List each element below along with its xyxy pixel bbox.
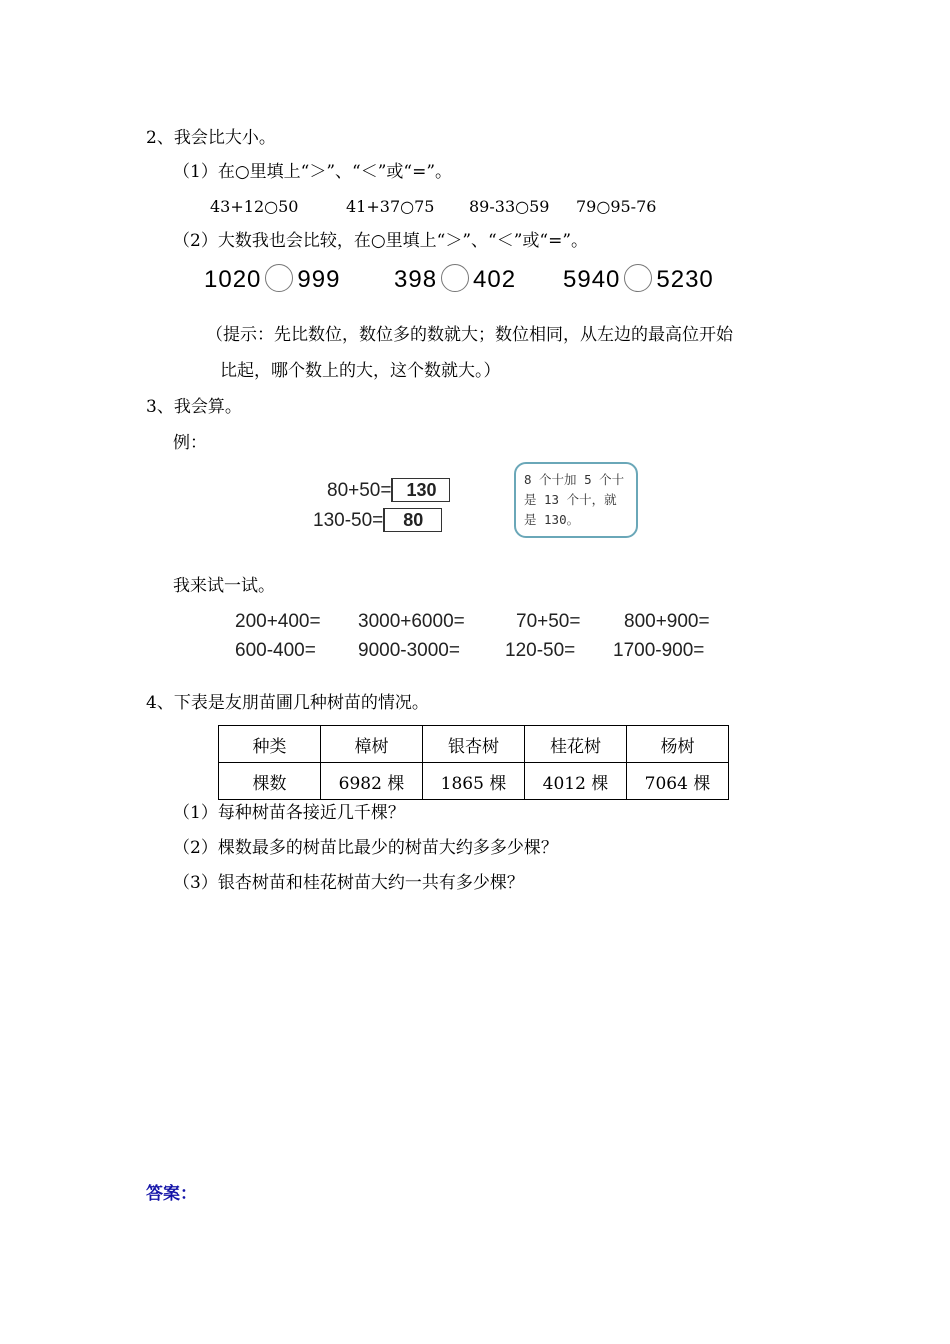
table-header-cell: 樟树 — [321, 726, 423, 763]
compare-right-number: 999 — [297, 266, 341, 293]
q2-p1-item-4: 79○95-76 — [576, 197, 657, 216]
bubble-line: 8 个十加 5 个十 — [524, 472, 625, 487]
table-cell: 棵数 — [219, 763, 321, 800]
q2-part2-instruction: （2）大数我也会比较，在○里填上“＞”、“＜”或“=”。 — [173, 231, 589, 251]
q2-p1-item-1: 43+12○50 — [210, 197, 299, 216]
try-label: 我来试一试。 — [173, 576, 275, 596]
bubble-line: 是 13 个十，就 — [524, 492, 617, 507]
example-answer-box: 80 — [383, 508, 442, 532]
calc-item: 200+400= — [235, 611, 321, 632]
calc-item: 600-400= — [235, 640, 316, 661]
q4-sub-question-3: （3）银杏树苗和桂花树苗大约一共有多少棵？ — [173, 873, 524, 893]
q2-title: 2、我会比大小。 — [146, 128, 276, 148]
bubble-line: 是 130。 — [524, 512, 580, 527]
answer-heading: 答案： — [146, 1184, 197, 1204]
calc-item: 1700-900= — [613, 640, 705, 661]
example-expression: 80+50= — [327, 480, 392, 501]
example-answer-box: 130 — [391, 478, 450, 502]
calc-item: 70+50= — [516, 611, 581, 632]
example-label: 例： — [173, 433, 207, 453]
table-cell: 1865 棵 — [423, 763, 525, 800]
q2-part1-instruction: （1）在○里填上“＞”、“＜”或“=”。 — [173, 162, 453, 182]
compare-left-number: 5940 — [563, 266, 621, 293]
answer-circle[interactable] — [265, 264, 293, 292]
table-header-cell: 杨树 — [627, 726, 729, 763]
q3-title: 3、我会算。 — [146, 397, 242, 417]
answer-circle[interactable] — [624, 264, 652, 292]
tree-table — [218, 725, 729, 800]
calc-item: 120-50= — [505, 640, 576, 661]
example-equation-1 — [327, 478, 450, 502]
table-cell: 4012 棵 — [525, 763, 627, 800]
answer-circle[interactable] — [441, 264, 469, 292]
compare-left-number: 1020 — [204, 266, 262, 293]
q4-title: 4、下表是友朋苗圃几种树苗的情况。 — [146, 693, 429, 713]
table-row — [219, 726, 729, 763]
q2-hint-line-2: 比起，哪个数上的大，这个数就大。） — [220, 361, 501, 381]
compare-right-number: 402 — [473, 266, 517, 293]
table-cell: 7064 棵 — [627, 763, 729, 800]
compare-item-1 — [204, 264, 340, 294]
calc-item: 800+900= — [624, 611, 710, 632]
q2-hint-line-1: （提示：先比数位，数位多的数就大；数位相同，从左边的最高位开始 — [206, 325, 733, 345]
compare-right-number: 5230 — [656, 266, 714, 293]
calc-item: 3000+6000= — [358, 611, 465, 632]
table-cell: 6982 棵 — [321, 763, 423, 800]
compare-left-number: 398 — [394, 266, 438, 293]
calc-item: 9000-3000= — [358, 640, 460, 661]
table-row — [219, 763, 729, 800]
table-header-cell: 种类 — [219, 726, 321, 763]
q2-p1-item-2: 41+37○75 — [346, 197, 435, 216]
q4-sub-question-1: （1）每种树苗各接近几千棵？ — [173, 803, 405, 823]
example-expression: 130-50= — [313, 510, 384, 531]
compare-item-3 — [563, 264, 714, 294]
example-equation-2 — [313, 508, 442, 532]
compare-item-2 — [394, 264, 516, 294]
q4-sub-question-2: （2）棵数最多的树苗比最少的树苗大约多多少棵？ — [173, 838, 558, 858]
q2-p1-item-3: 89-33○59 — [469, 197, 550, 216]
table-header-cell: 桂花树 — [525, 726, 627, 763]
example-speech-bubble — [514, 462, 638, 538]
table-header-cell: 银杏树 — [423, 726, 525, 763]
